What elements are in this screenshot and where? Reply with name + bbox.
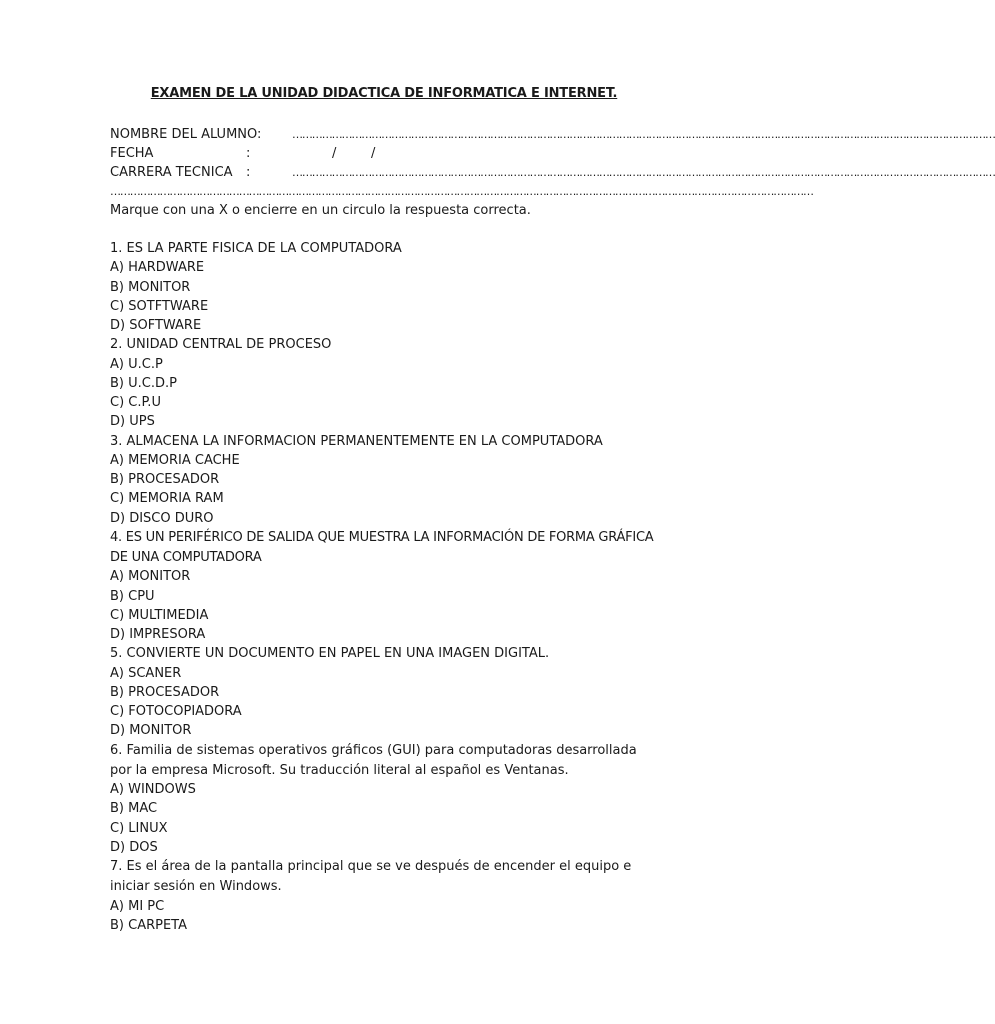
date-row <box>110 144 660 163</box>
question-1: 1. ES LA PARTE FISICA DE LA COMPUTADORA <box>110 241 402 256</box>
option-3c: C) MEMORIA RAM <box>110 491 224 507</box>
option-6c: C) LINUX <box>110 820 168 836</box>
date-slash-1: / <box>332 146 337 161</box>
question-3: 3. ALMACENA LA INFORMACION PERMANENTEMENTE EN LA COMPUTADORA <box>110 433 603 449</box>
exam-title: EXAMEN DE LA UNIDAD DIDACTICA DE INFORMATICA E INTERNET. <box>150 86 618 101</box>
question-6: 6. Familia de sistemas operativos gráficos (GUI) para computadoras desarrollada por la empresa Microsoft. Su traducción literal al español es Ventanas. <box>110 742 637 778</box>
option-1b: B) MONITOR <box>110 279 191 295</box>
question-7: 7. Es el área de la pantalla principal que se ve después de encender el equipo e iniciar sesión en Windows. <box>110 859 632 894</box>
question-4: 4. ES UN PERIFÉRICO DE SALIDA QUE MUESTRA LA INFORMACIÓN DE FORMA GRÁFICA DE UNA COMPUTADORA <box>110 529 654 565</box>
career-label: CARRERA TECNICA <box>110 165 233 180</box>
date-slash-2: / <box>371 146 376 161</box>
career-blank: …………………………………………………………………………………………………………………………………………………………………………………………… <box>292 166 995 179</box>
student-info-header <box>110 125 995 201</box>
option-3b: B) PROCESADOR <box>110 472 220 487</box>
career-row <box>110 163 995 182</box>
option-3d: D) DISCO DURO <box>110 510 214 526</box>
option-5c: C) FOTOCOPIADORA <box>110 704 242 719</box>
option-2c: C) C.P.U <box>110 395 161 410</box>
option-1d: D) SOFTWARE <box>110 318 202 333</box>
option-7b: B) CARPETA <box>110 917 188 933</box>
question-2: 2. UNIDAD CENTRAL DE PROCESO <box>110 337 332 353</box>
option-4a: A) MONITOR <box>110 569 191 585</box>
extra-blank-line: …………………………………………………………………………………………………………………………………………………………………………………………… <box>110 185 813 198</box>
option-6b: B) MAC <box>110 801 158 817</box>
option-4b: B) CPU <box>110 588 155 604</box>
date-colon: : <box>246 146 251 161</box>
option-1c: C) SOTFTWARE <box>110 298 209 314</box>
date-label: FECHA <box>110 146 154 161</box>
student-name-blank: …………………………………………………………………………………………………………………………………………………………………………………………… <box>292 128 995 141</box>
option-5a: A) SCANER <box>110 665 182 681</box>
option-4d: D) IMPRESORA <box>110 627 206 642</box>
question-5: 5. CONVIERTE UN DOCUMENTO EN PAPEL EN UNA IMAGEN DIGITAL. <box>110 646 550 662</box>
student-name-label: NOMBRE DEL ALUMNO: <box>110 127 262 142</box>
option-6a: A) WINDOWS <box>110 782 196 797</box>
instructions: Marque con una X o encierre en un circulo la respuesta correcta. <box>110 203 531 218</box>
career-colon: : <box>246 165 251 180</box>
question-list <box>110 239 660 935</box>
option-2a: A) U.C.P <box>110 356 163 372</box>
option-2b: B) U.C.D.P <box>110 375 177 391</box>
option-5d: D) MONITOR <box>110 723 192 739</box>
option-3a: A) MEMORIA CACHE <box>110 452 240 468</box>
option-7a: A) MI PC <box>110 898 165 914</box>
student-name-row <box>110 125 995 144</box>
option-1a: A) HARDWARE <box>110 260 205 276</box>
option-5b: B) PROCESADOR <box>110 684 220 700</box>
option-6d: D) DOS <box>110 839 158 855</box>
option-4c: C) MULTIMEDIA <box>110 607 209 623</box>
extra-blank-row <box>110 182 813 201</box>
option-2d: D) UPS <box>110 414 155 430</box>
